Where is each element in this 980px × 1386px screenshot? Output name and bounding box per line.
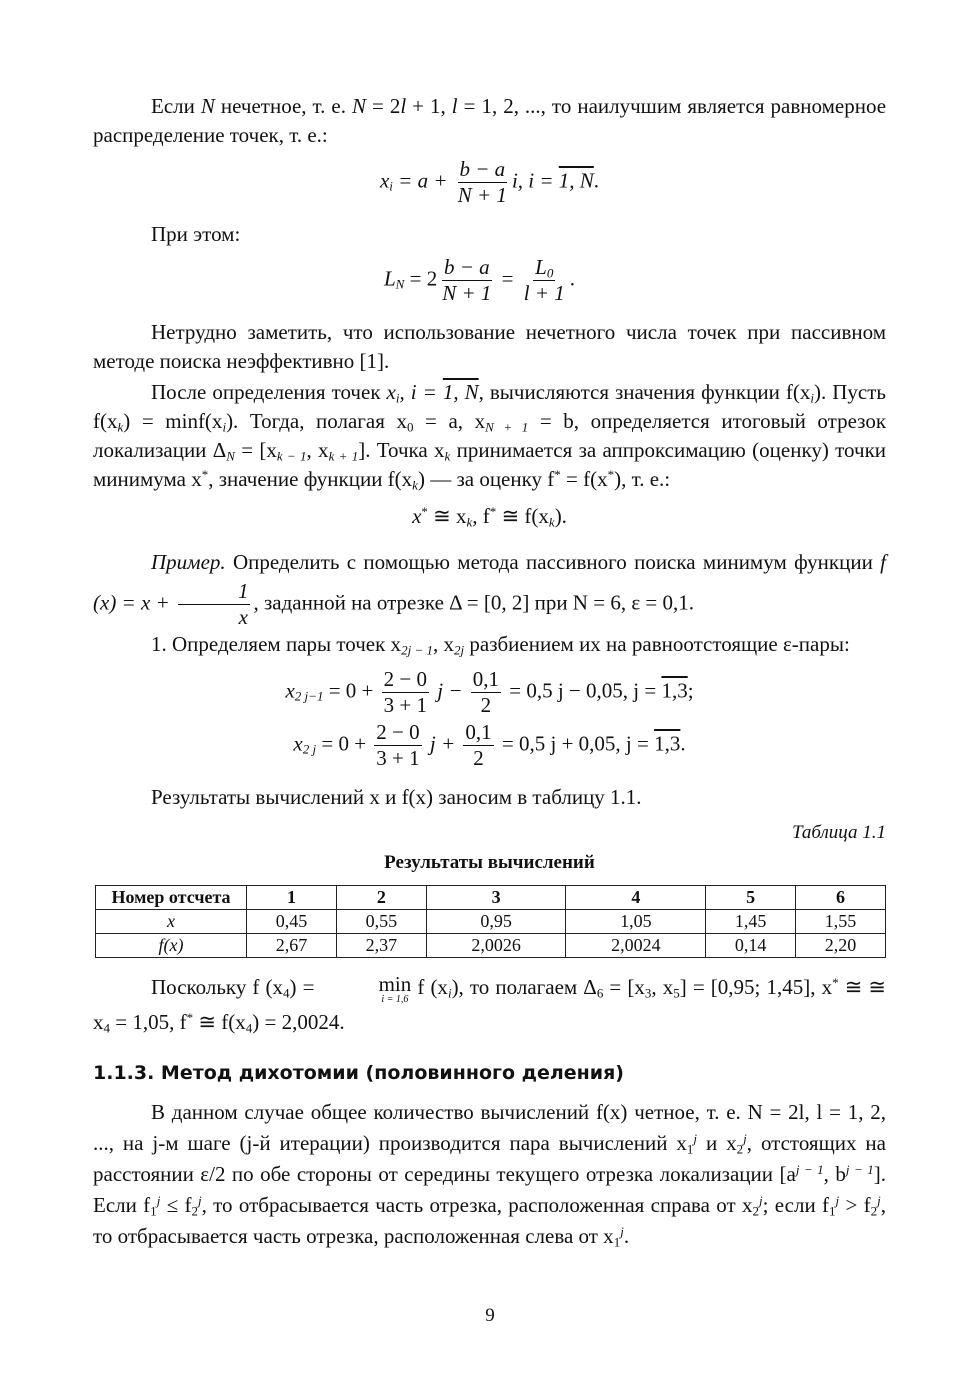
table-cell: x xyxy=(96,910,247,934)
table-caption: Таблица 1.1 xyxy=(792,822,886,843)
table-title: Результаты вычислений xyxy=(384,852,595,873)
table-cell: f(x) xyxy=(96,934,247,958)
table-row xyxy=(96,910,886,934)
table-header-cell: 4 xyxy=(566,886,706,910)
formula-ln: $L_N = 2$ $\frac{b - a}{N + 1}$ = $\frac{L_0}{l + 1}$ . xyxy=(383,255,575,305)
table-cell: 2,37 xyxy=(336,934,426,958)
table-cell: 1,55 xyxy=(796,910,886,934)
formula-x2j-1: $x_{2 j-1} = 0$ + $\frac{2 - 0}{3 + 1}$ j − $\frac{0,1}{2}$ = 0,5 j − 0,05, j = 1,3; xyxy=(285,667,694,717)
table-header-cell: Номер отсчета xyxy=(96,886,247,910)
formula-x2j: $x_{2 j} = 0$ + $\frac{2 - 0}{3 + 1}$ j + $\frac{0,1}{2}$ = 0,5 j + 0,05, j = 1,3. xyxy=(293,720,686,770)
table-cell: 2,20 xyxy=(796,934,886,958)
table-cell: 0,55 xyxy=(336,910,426,934)
paragraph-dichotomy: В данном случае общее количество вычислений f(x) четное, т. е. N = 2l, l = 1, 2, ..., на j-м шаге (j-й итерации) производится пара вычислений $x_1^j$ и $x_2^j$, отстоящих на расстоянии ε/2 по обе стороны от середины текущего отрезка локализации [$a^{j - 1}$, $b^{j - 1}$]. Если $f_1^j \le f_2^j$, то отбрасывается часть отрезка, расположенная справа от $x_2^j$; если $f_1^j > f_2^j$, то отбрасывается часть отрезка, расположенная слева от $x_1^j$. xyxy=(93,1099,887,1249)
table-cell: 2,0026 xyxy=(426,934,566,958)
paragraph-since: Поскольку f $(x_4)$ = min i = 1,6 f $(x_i)$, то полагаем $\Delta_6 = [x_3$, $x_5] = [0,95$; 1,45], x* ≅ ≅ $x_4 = 1,05$, f* ≅ $f(x_4) = 2,0024$. xyxy=(93,971,886,1035)
paragraph-results: Результаты вычислений x и f(x) заносим в таблицу 1.1. xyxy=(151,785,642,809)
table-cell: 1,45 xyxy=(706,910,796,934)
paragraph-after-points: После определения точек $x_i$, i = 1, N, вычисляются значения функции $f(x_i)$. Пусть $f(x_k) = \min f(x_i)$. Тогда, полагая $x_0 = a$, $x_{N + 1} = b$, определяется итоговый отрезок локализации $\Delta_N = [x_{k - 1}$, $x_{k + 1}$]. Точка $x_k$ принимается за аппроксимацию (оценку) точки минимума x*, значение функции $f(x_k)$ — за оценку f* = f(x*), т. е.: xyxy=(93,380,887,493)
table-cell: 2,67 xyxy=(247,934,337,958)
paragraph-inefficient: Нетрудно заметить, что использование нечетного числа точек при пассивном методе поиска неэффективно [1]. xyxy=(93,320,886,373)
page-number: 9 xyxy=(485,1305,495,1326)
table-header-cell: 5 xyxy=(706,886,796,910)
section-heading: 1.1.3. Метод дихотомии (половинного деления) xyxy=(93,1061,624,1084)
paragraph-step1: 1. Определяем пары точек $x_{2j - 1}$, $x_{2j}$ разбиением их на равноотстоящие ε-пары: xyxy=(151,632,850,658)
formula-xi: $x_i = a$ + $\frac{b - a}{N + 1}$ i, i = 1, N. xyxy=(379,157,600,207)
paragraph-example: Пример. Определить с помощью метода пассивного поиска минимум функции f (x) = x + $\frac{1}{x}$ , заданной на отрезке Δ = [0, 2] при N = 6, ε = 0,1. xyxy=(93,550,886,629)
table-cell: 1,05 xyxy=(566,910,706,934)
table-header-row xyxy=(96,886,886,910)
table-header-cell: 6 xyxy=(796,886,886,910)
table-header-cell: 1 xyxy=(247,886,337,910)
page-content xyxy=(93,92,886,1252)
paragraph-odd-n: Если N нечетное, т. е. N = 2l + 1, l = 1, 2, ..., то наилучшим является равномерное распределение точек, т. е.: xyxy=(93,94,887,147)
formula-estimate: x* ≅ $x_k$, f* ≅ $f(x_k)$. xyxy=(412,503,567,530)
table-cell: 2,0024 xyxy=(566,934,706,958)
table-cell: 0,45 xyxy=(247,910,337,934)
paragraph-pri-etom: При этом: xyxy=(151,222,241,246)
table-row xyxy=(96,934,886,958)
table-cell: 0,95 xyxy=(426,910,566,934)
table-cell: 0,14 xyxy=(706,934,796,958)
table-header-cell: 3 xyxy=(426,886,566,910)
table-header-cell: 2 xyxy=(336,886,426,910)
results-table xyxy=(95,885,886,958)
